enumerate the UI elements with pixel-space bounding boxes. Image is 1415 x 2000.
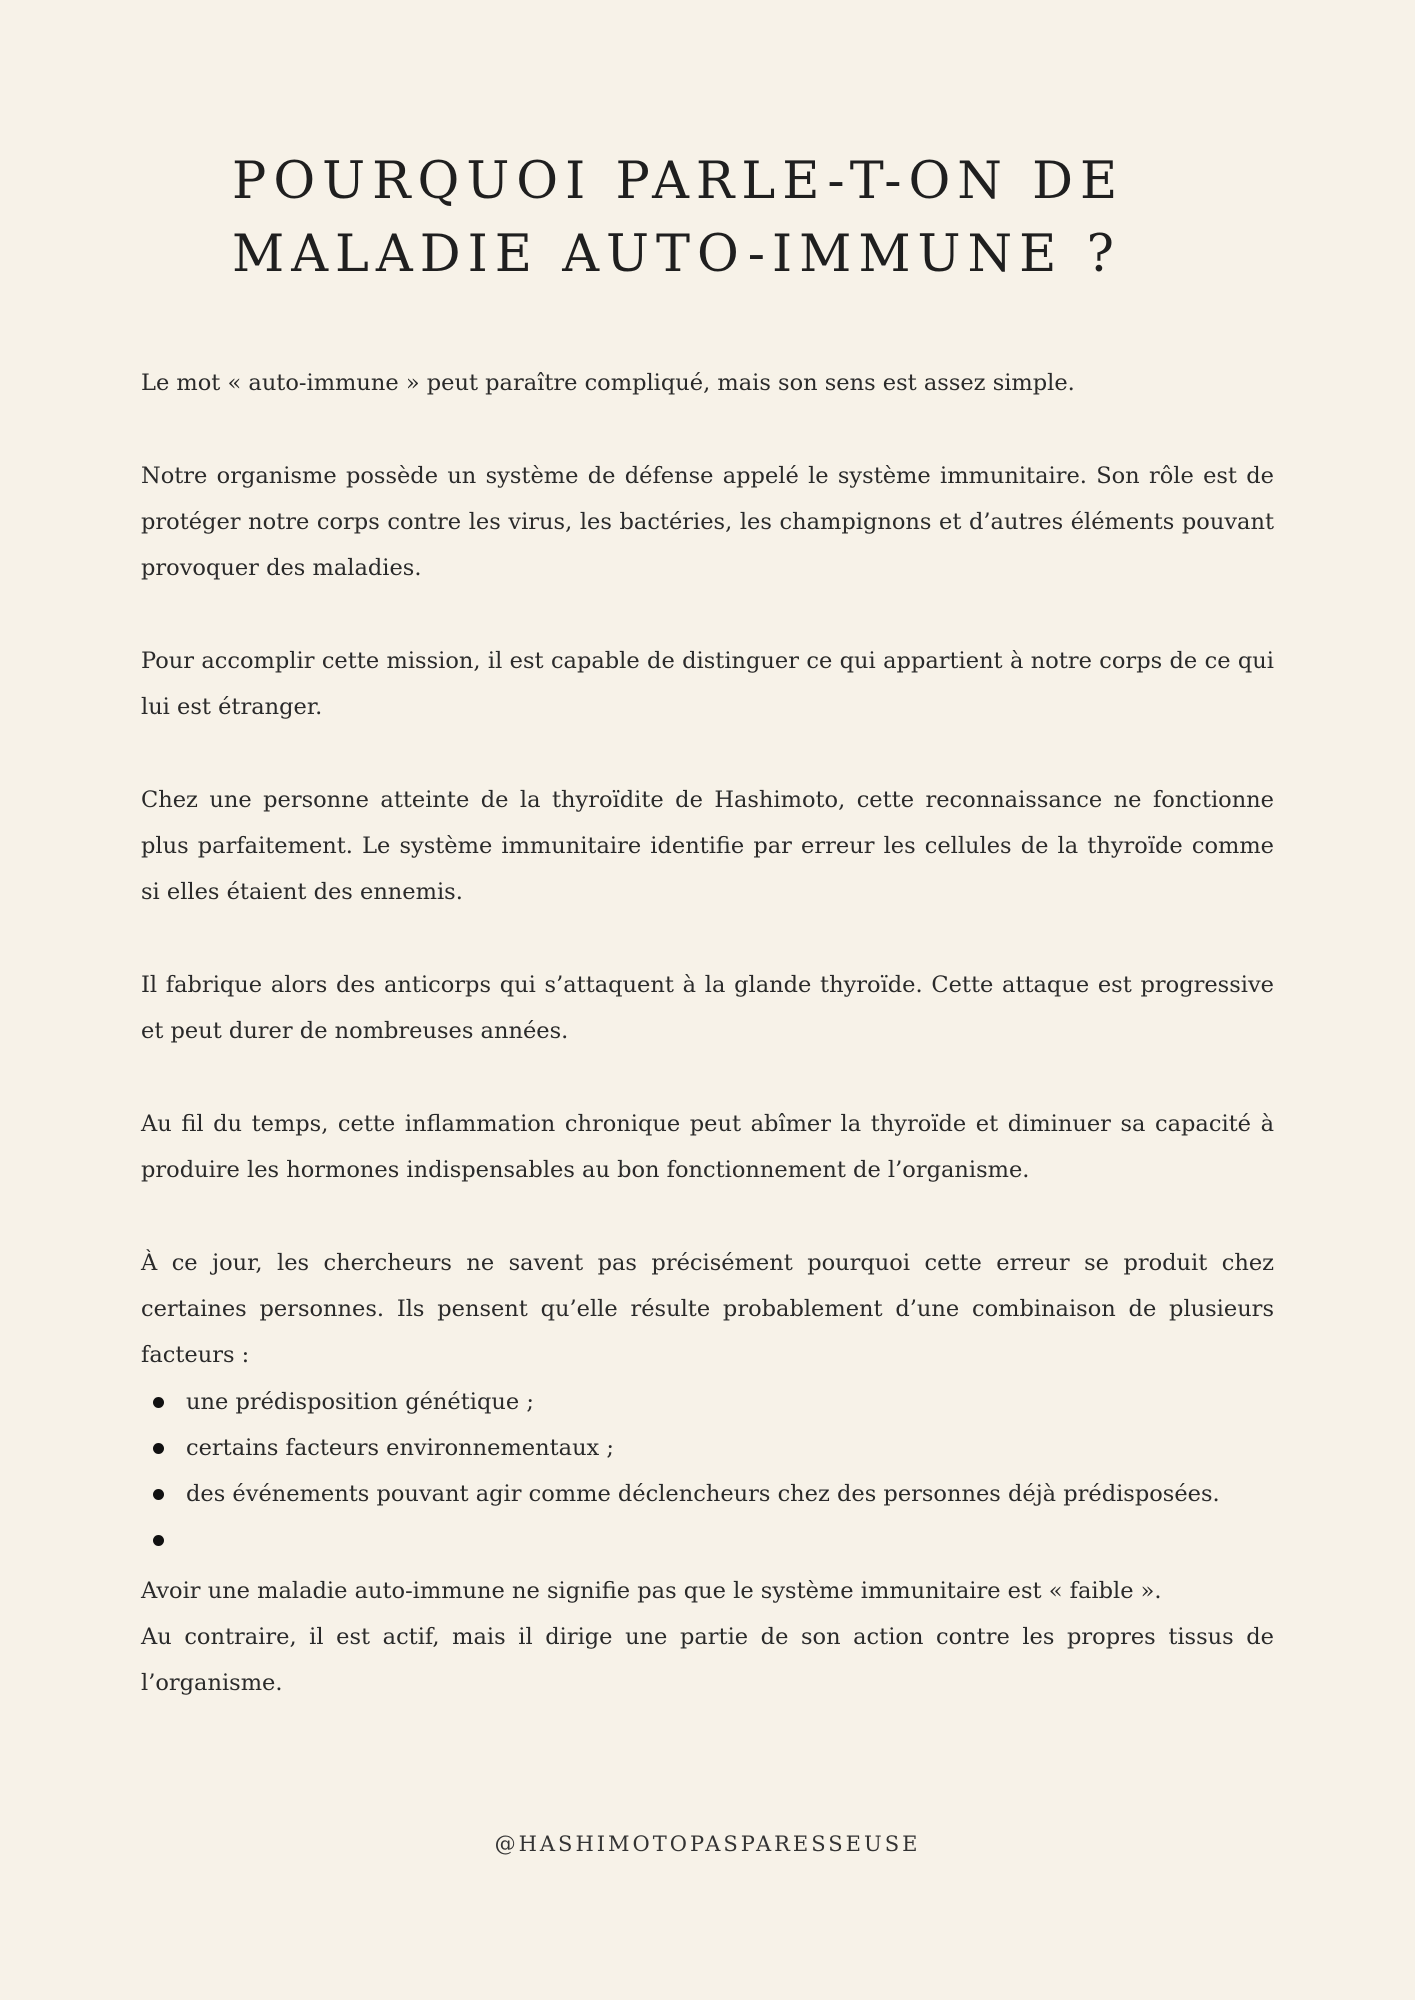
body-text [141,360,1274,1707]
paragraph-inflammation: Au fil du temps, cette inflammation chronique peut abîmer la thyroïde et diminuer sa capacité à produire les hormones indispensables au bon fonctionnement de l’organisme. [141,1110,1274,1184]
list-item [141,1425,1274,1471]
footer-handle: @HASHIMOTOPASPARESSEUSE [494,1832,921,1856]
list-item-text: certains facteurs environnementaux ; [186,1434,614,1461]
bullet-icon [153,1535,164,1546]
paragraph-antibodies: Il fabrique alors des anticorps qui s’attaquent à la glande thyroïde. Cette attaque est progressive et peut durer de nombreuses années. [141,971,1274,1045]
paragraph-causes: À ce jour, les chercheurs ne savent pas précisément pourquoi cette erreur se produit chez certaines personnes. Ils pensent qu’elle résulte probablement d’une combinaison de plusieurs facteurs : [141,1249,1274,1369]
paragraph-hashimoto: Chez une personne atteinte de la thyroïdite de Hashimoto, cette reconnaissance ne fonctionne plus parfaitement. Le système immunitaire identifie par erreur les cellules de la thyroïde comme si elles étaient des ennemis. [141,786,1274,906]
page-title-line-2: MALADIE AUTO-IMMUNE ? [232,225,1121,284]
paragraph-immune-system: Notre organisme possède un système de défense appelé le système immunitaire. Son rôle est de protéger notre corps contre les virus, les bactéries, les champignons et d’autres éléments pouvant provoquer des maladies. [141,462,1274,582]
page-title [232,145,1232,291]
list-item [141,1471,1274,1517]
paragraph-closing-1: Avoir une maladie auto-immune ne signifie pas que le système immunitaire est « faible ». [141,1577,1162,1604]
paragraph-closing-2: Au contraire, il est actif, mais il dirige une partie de son action contre les propres tissus de l’organisme. [141,1624,1274,1697]
paragraph-mission: Pour accomplir cette mission, il est capable de distinguer ce qui appartient à notre corps de ce qui lui est étranger. [141,647,1274,721]
page-title-line-1: POURQUOI PARLE-T-ON DE [232,152,1125,211]
list-item [141,1517,1274,1563]
list-item [141,1379,1274,1425]
factors-list [141,1379,1274,1564]
paragraph-intro: Le mot « auto-immune » peut paraître compliqué, mais son sens est assez simple. [141,370,1075,396]
bullet-icon [153,1397,164,1408]
list-item-text: une prédisposition génétique ; [186,1388,534,1415]
list-item-text: des événements pouvant agir comme déclencheurs chez des personnes déjà prédisposées. [186,1481,1220,1508]
bullet-icon [153,1489,164,1500]
bullet-icon [153,1443,164,1454]
